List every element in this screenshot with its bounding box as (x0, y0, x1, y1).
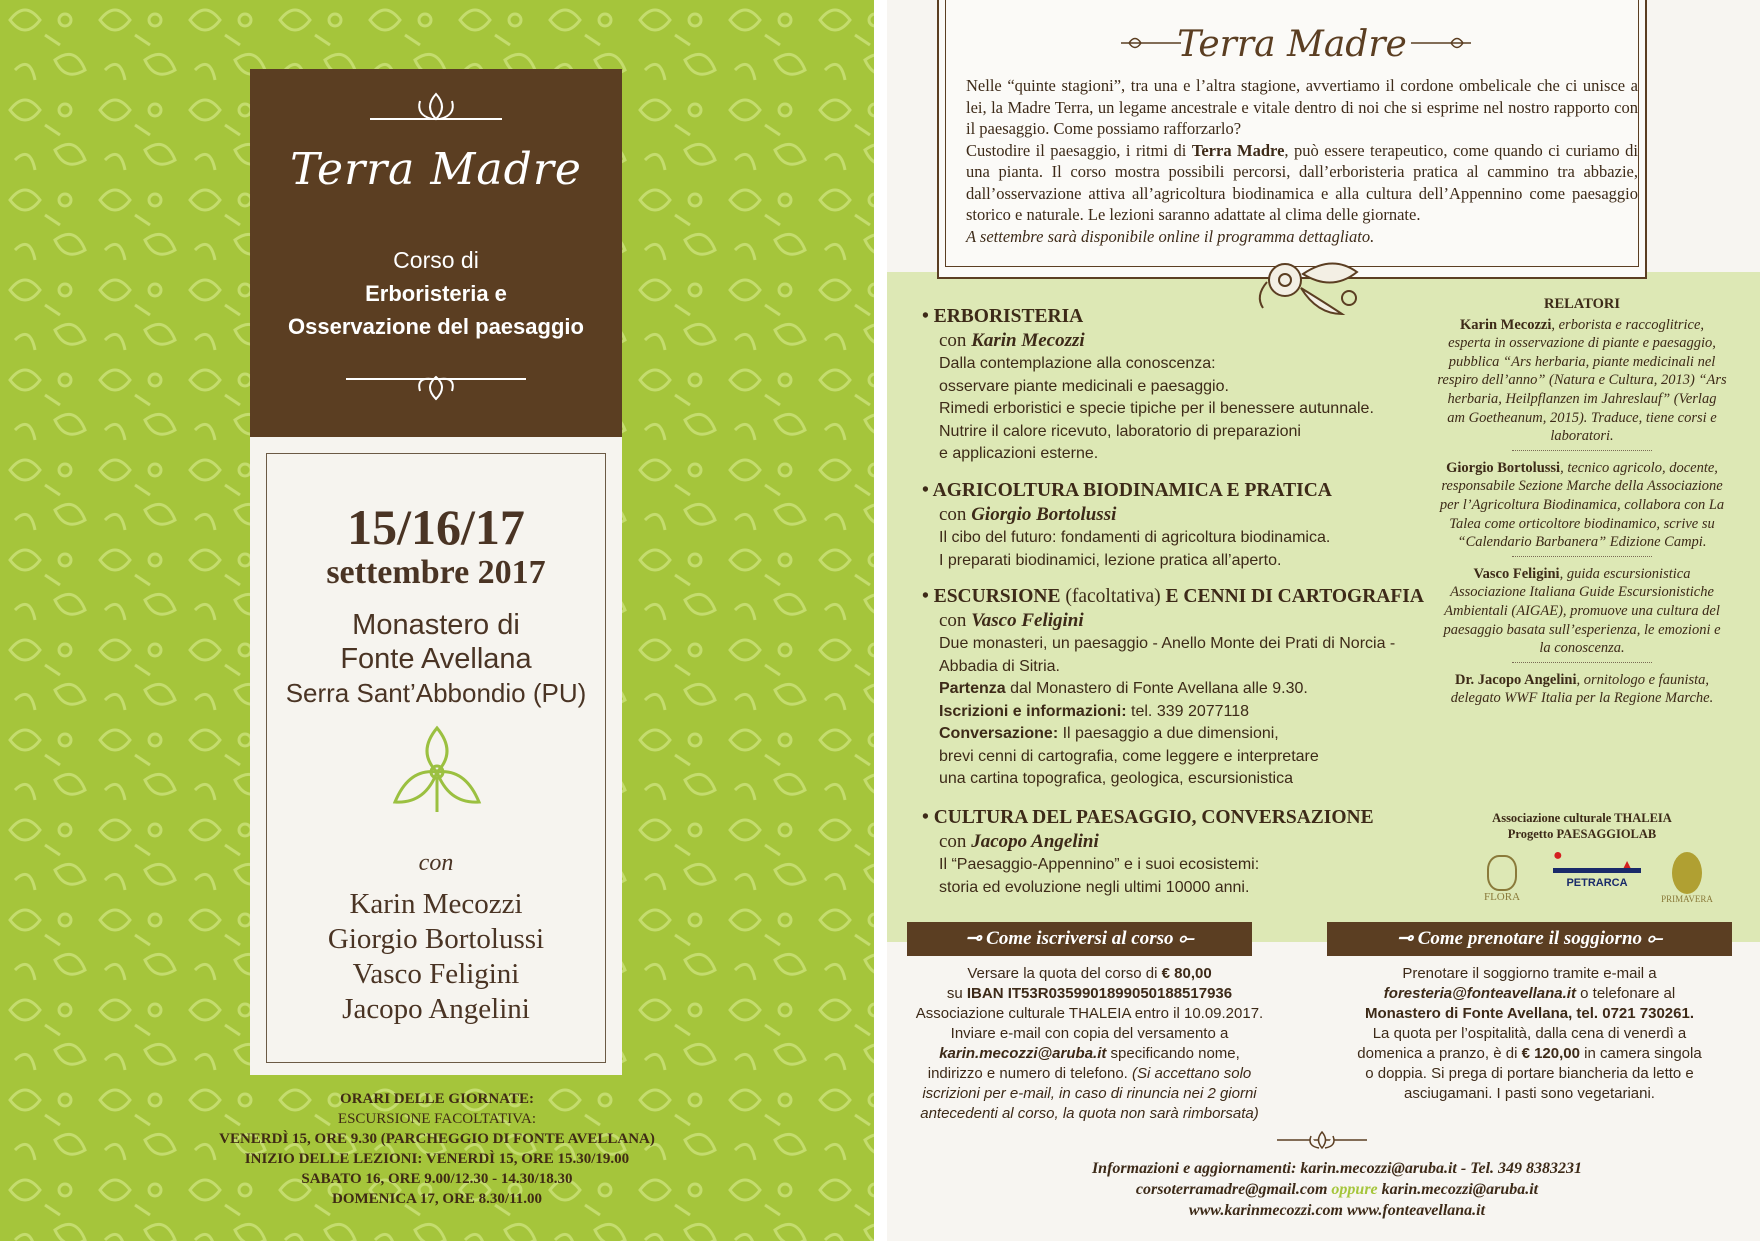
email-link[interactable]: karin.mecozzi@aruba.it (939, 1045, 1107, 1062)
oppure-label: oppure (1331, 1181, 1378, 1198)
teacher-name: Jacopo Angelini (971, 831, 1099, 852)
intro-bold: Terra Madre (1191, 140, 1285, 160)
intro-text-part: Custodire il paesaggio, i ritmi di (966, 140, 1192, 160)
petrarca-logo-icon: ● ▲ (1553, 859, 1641, 873)
teacher-name: Karin Mecozzi (971, 330, 1085, 351)
course-line: Due monasteri, un paesaggio - Anello Monte dei Prati di Norcia - (939, 635, 1396, 652)
schedule-line: VENERDÌ 15, ORE 9.30 (PARCHEGGIO DI FONTE AVELLANA) (219, 1131, 655, 1147)
text-line: Associazione culturale THALEIA entro il 10.09.2017. (915, 1005, 1264, 1022)
course-heading: • ESCURSIONE (922, 586, 1061, 607)
teacher-name: Giorgio Bortolussi (971, 504, 1117, 525)
text-part: o telefonare al (1575, 985, 1676, 1002)
association-info (1447, 810, 1717, 842)
course-line-2: Erboristeria e (365, 281, 507, 306)
course-escursione (922, 585, 1462, 791)
arrow-left-icon: ⊸ (1397, 928, 1418, 949)
course-line: Il cibo del futuro: fondamenti di agricoltura biodinamica. (939, 529, 1331, 546)
text-line: Inviare e-mail con copia del versamento a (950, 1025, 1229, 1042)
course-heading: • ERBORISTERIA (922, 306, 1084, 327)
arrow-right-icon: ⟜ (1173, 928, 1194, 949)
course-line: Nutrire il calore ricevuto, laboratorio di preparazioni (939, 422, 1301, 440)
course-line: I preparati biodinamici, lezione pratica all’aperto. (939, 551, 1282, 569)
iscrizioni-text: tel. 339 2077118 (1126, 702, 1250, 720)
partenza-label: Partenza (939, 680, 1006, 697)
text-note: antecedenti al corso, la quota non sarà rimborsata) (920, 1105, 1259, 1122)
soggiorno-title: Come prenotare il soggiorno (1417, 928, 1643, 949)
inner-title: Terra Madre (1177, 24, 1407, 65)
front-cover (0, 0, 874, 1241)
place-line-3: Serra Sant’Abbondio (PU) (285, 678, 587, 708)
text-line: Prenotare il soggiorno tramite e-mail a (1402, 965, 1657, 982)
primavera-logo-text: PRIMAVERA (1661, 894, 1713, 904)
month-year: settembre 2017 (326, 554, 546, 591)
text-line: asciugamani. I pasti sono vegetariani. (1404, 1085, 1655, 1102)
cover-title: Terra Madre (290, 144, 582, 195)
petrarca-logo (1547, 847, 1647, 889)
relatore-name: Vasco Feligini (1473, 565, 1560, 582)
dotted-separator (1512, 556, 1652, 557)
relatore-bio: , ornitologo e faunista, delegato WWF Italia per la Regione Marche. (1450, 671, 1714, 707)
course-line-1: Corso di (393, 247, 479, 273)
course-heading: • CULTURA DEL PAESAGGIO, CONVERSAZIONE (922, 807, 1374, 828)
info-box (250, 437, 622, 1075)
footer-info (987, 1158, 1687, 1221)
soggiorno-ribbon (1327, 922, 1732, 956)
iscrizione-title: Come iscriversi al corso (986, 928, 1174, 949)
lotus-ornament-icon (370, 89, 502, 129)
iscrizioni-label: Iscrizioni e informazioni: (939, 702, 1127, 720)
relatori-heading: RELATORI (1543, 296, 1620, 312)
intro-inner-frame (945, 0, 1639, 267)
petrarca-logo-text: PETRARCA (1566, 877, 1628, 889)
course-heading-note: (facoltativa) (1060, 586, 1166, 607)
text-line: o doppia. Si prega di portare biancheria da letto e (1365, 1065, 1694, 1082)
price: € 120,00 (1521, 1045, 1580, 1062)
con-label: con (939, 330, 967, 351)
speaker-name: Karin Mecozzi (349, 888, 523, 920)
primavera-logo (1652, 852, 1722, 904)
course-line: una cartina topografica, geologica, escursionistica (939, 770, 1293, 787)
intro-text-part: , può essere terapeutico, come quando ci curiamo di una pianta. Il corso mostra possibili percorsi, dall’erboristeria pratica al cammino tra abbazie, dall’osservazione attiva all’agricoltura biodinamica e alla cultura dell’Appennino come paesaggio storico e naturale. Le lezioni saranno adattate al clima delle giornate. (966, 140, 1638, 224)
course-line: storia ed evoluzione negli ultimi 10000 anni. (939, 878, 1250, 896)
dates: 15/16/17 (347, 499, 525, 555)
dotted-separator (1512, 662, 1652, 663)
course-erboristeria (922, 305, 1462, 466)
association-name: Associazione culturale THALEIA (1492, 811, 1672, 825)
intro-text (966, 75, 1638, 247)
email-link[interactable]: corsoterramadre@gmail.com (1135, 1181, 1332, 1198)
trefoil-leaf-icon (389, 722, 485, 818)
con-label: con (418, 850, 454, 876)
text-part: in camera singola (1579, 1045, 1702, 1062)
info-frame (266, 453, 606, 1063)
course-heading: E CENNI DI CARTOGRAFIA (1165, 586, 1424, 607)
price: € 80,00 (1161, 965, 1212, 982)
course-line: Dalla contemplazione alla conoscenza: (939, 355, 1216, 372)
relatori-column (1437, 295, 1727, 712)
text-part: indirizzo e numero di telefono. (927, 1065, 1133, 1082)
monastery-phone: Monastero di Fonte Avellana, tel. 0721 730261. (1364, 1005, 1695, 1022)
con-label: con (939, 504, 967, 525)
title-box (250, 69, 622, 437)
text-note: iscrizioni per e-mail, in caso di rinuncia nei 2 giorni (922, 1085, 1257, 1102)
intro-frame (937, 0, 1647, 279)
flora-logo-text: FLORA (1483, 891, 1521, 903)
relatore-name: Karin Mecozzi (1459, 316, 1552, 333)
con-label: con (939, 831, 967, 852)
iscrizione-ribbon (907, 922, 1252, 956)
course-agricoltura (922, 479, 1462, 572)
text-part: Versare la quota del corso di (967, 965, 1162, 982)
schedule-line: ESCURSIONE FACOLTATIVA: (337, 1111, 537, 1127)
text-note: (Si accettano solo (1132, 1065, 1252, 1082)
speaker-name: Vasco Feligini (352, 958, 520, 990)
email-link[interactable]: foresteria@fonteavellana.it (1383, 985, 1576, 1002)
place-line-1: Monastero di (352, 609, 520, 641)
relatore-bio: , guida escursionistica Associazione Italiana Guide Escursionistiche Ambientali (AIGAE), promuove una cultura del paesaggio basata sull’esperienza, le emozioni e la conoscenza. (1443, 565, 1721, 657)
lotus-ornament-bottom-icon (346, 369, 526, 405)
flora-logo-icon (1487, 855, 1517, 891)
text-line: La quota per l’ospitalità, dalla cena di venerdì a (1372, 1025, 1687, 1042)
speaker-name: Giorgio Bortolussi (327, 923, 545, 955)
course-line: brevi cenni di cartografia, come leggere e interpretare (939, 747, 1319, 765)
flora-logo (1467, 855, 1537, 903)
conversazione-label: Conversazione: (939, 725, 1059, 742)
dotted-separator (1512, 450, 1652, 451)
schedule (180, 1089, 694, 1209)
schedule-heading: ORARI DELLE GIORNATE: (340, 1091, 534, 1107)
relatore-bio: , tecnico agricolo, docente, responsabile Sezione Marche della Associazione per l’Agricoltura Biodinamica, collabora con La Talea come orticoltore biodinamico, scrive su “Calendario Barbanera” Edizione Campi. (1439, 459, 1725, 551)
text-part: specificando nome, (1106, 1045, 1240, 1062)
schedule-line: DOMENICA 17, ORE 8.30/11.00 (331, 1191, 542, 1207)
teacher-name: Vasco Feligini (971, 610, 1084, 631)
arrow-left-icon: ⊸ (965, 928, 987, 949)
con-label: con (939, 610, 967, 631)
place-line-2: Fonte Avellana (340, 643, 532, 675)
course-line: Rimedi erboristici e specie tipiche per il benessere autunnale. (939, 400, 1374, 417)
arrow-right-icon: ⟜ (1642, 928, 1662, 949)
schedule-line: INIZIO DELLE LEZIONI: VENERDÌ 15, ORE 15.30/19.00 (244, 1151, 630, 1167)
intro-note: A settembre sarà disponibile online il programma dettagliato. (966, 226, 1375, 246)
project-name: Progetto PAESAGGIOLAB (1507, 827, 1657, 841)
website-links[interactable]: www.karinmecozzi.com www.fonteavellana.it (1188, 1202, 1486, 1219)
course-line: osservare piante medicinali e paesaggio. (939, 377, 1229, 395)
relatore-bio: , erborista e raccoglitrice, esperta in osservazione di piante e paesaggio, pubblica “Ars herbaria, piante medicinali nel respiro dell’anno” (Natura e Cultura, 2013) “Ars herbaria, Heilpflanzen im Jahreslauf” (Verlag am Goetheanum, 2015). Traduce, tiene corsi e laboratori. (1437, 316, 1727, 445)
conversazione-text: Il paesaggio a due dimensioni, (1058, 725, 1279, 742)
schedule-line: SABATO 16, ORE 9.00/12.30 - 14.30/18.30 (301, 1171, 573, 1187)
course-cultura (922, 806, 1462, 899)
course-line-3: Osservazione del paesaggio (288, 314, 584, 339)
partenza-text: dal Monastero di Fonte Avellana alle 9.30. (1005, 680, 1308, 697)
inner-page (887, 0, 1760, 1241)
course-heading: • AGRICOLTURA BIODINAMICA E PRATICA (922, 480, 1332, 501)
footer-ornament-icon (1277, 1128, 1367, 1152)
email-link[interactable]: karin.mecozzi@aruba.it (1377, 1181, 1539, 1198)
primavera-logo-icon (1672, 852, 1702, 894)
course-line: e applicazioni esterne. (939, 445, 1099, 462)
speaker-name: Jacopo Angelini (342, 993, 530, 1025)
soggiorno-text (1327, 964, 1732, 1104)
iban: IBAN IT53R0359901899050188517936 (966, 985, 1233, 1002)
course-line: Abbadia di Sitria. (939, 657, 1060, 675)
relatore-name: Giorgio Bortolussi (1446, 459, 1561, 476)
relatore-name: Dr. Jacopo Angelini (1454, 671, 1577, 688)
course-line: Il “Paesaggio-Appennino” e i suoi ecosistemi: (939, 856, 1260, 873)
footer-line: Informazioni e aggiornamenti: karin.mecozzi@aruba.it - Tel. 349 8383231 (1091, 1160, 1583, 1177)
text-part: su (946, 985, 967, 1002)
text-part: domenica a pranzo, è di (1357, 1045, 1522, 1062)
intro-paragraph: Nelle “quinte stagioni”, tra una e l’altra stagione, avvertiamo il cordone ombelicale che ci unisce a lei, la Madre Terra, un legame ancestrale e vitale dentro di noi che si esprime nel nostro rapporto con il paesaggio. Come possiamo rafforzarlo? (966, 76, 1638, 138)
iscrizione-text (907, 964, 1272, 1124)
